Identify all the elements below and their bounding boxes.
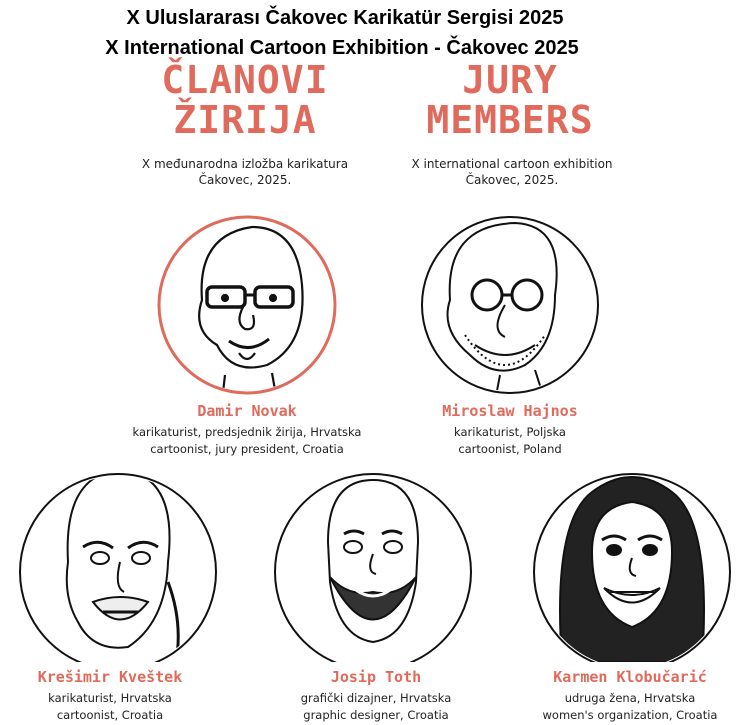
header-title-turkish: X Uluslararası Čakovec Karikatür Sergisi 2025 xyxy=(126,7,564,29)
title-croatian-line2: ŽIRIJA xyxy=(173,98,317,142)
subtitle-croatian-line2: Čakovec, 2025. xyxy=(198,173,292,187)
caricature-drawing xyxy=(328,480,418,642)
member-name: Damir Novak xyxy=(197,402,297,420)
member-desc-local: karikaturist, predsjednik žirija, Hrvatska xyxy=(132,425,362,439)
member-desc-english: graphic designer, Croatia xyxy=(303,708,449,722)
member-portrait-damir-novak xyxy=(147,205,347,400)
title-english xyxy=(390,60,630,140)
subtitle-english xyxy=(382,156,642,188)
title-croatian-line1: ČLANOVI xyxy=(161,58,329,102)
member-desc-local: karikaturist, Hrvatska xyxy=(48,691,172,705)
member-desc-english: cartoonist, Poland xyxy=(458,442,562,456)
member-desc-english: cartoonist, jury president, Croatia xyxy=(150,442,344,456)
member-portrait-karmen-klobucaric xyxy=(522,462,737,662)
member-portrait-miroslaw-hajnos xyxy=(405,205,615,400)
subtitle-english-line1: X international cartoon exhibition xyxy=(411,157,613,171)
member-desc-local: karikaturist, Poljska xyxy=(454,425,566,439)
header-title-english: X International Cartoon Exhibition - Čakovec 2025 xyxy=(105,37,579,59)
member-desc-english: women's organization, Croatia xyxy=(542,708,718,722)
member-portrait-josip-toth xyxy=(268,462,478,662)
title-english-line2: MEMBERS xyxy=(426,98,594,142)
member-name: Karmen Klobučarić xyxy=(553,668,707,686)
subtitle-english-line2: Čakovec, 2025. xyxy=(465,173,559,187)
title-croatian xyxy=(130,60,360,140)
member-desc-local: grafički dizajner, Hrvatska xyxy=(300,691,452,705)
title-english-line1: JURY xyxy=(462,58,558,102)
caricature-drawing xyxy=(560,477,704,662)
subtitle-croatian-line1: X međunarodna izložba karikatura xyxy=(141,157,349,171)
member-desc-local: udruga žena, Hrvatska xyxy=(564,691,696,705)
member-name: Miroslaw Hajnos xyxy=(442,402,578,420)
subtitle-croatian xyxy=(120,156,370,188)
member-desc-english: cartoonist, Croatia xyxy=(56,708,164,722)
member-name: Krešimir Kveštek xyxy=(37,668,183,686)
member-portrait-kresimir-kvestek xyxy=(8,462,228,662)
member-name: Josip Toth xyxy=(330,668,422,686)
